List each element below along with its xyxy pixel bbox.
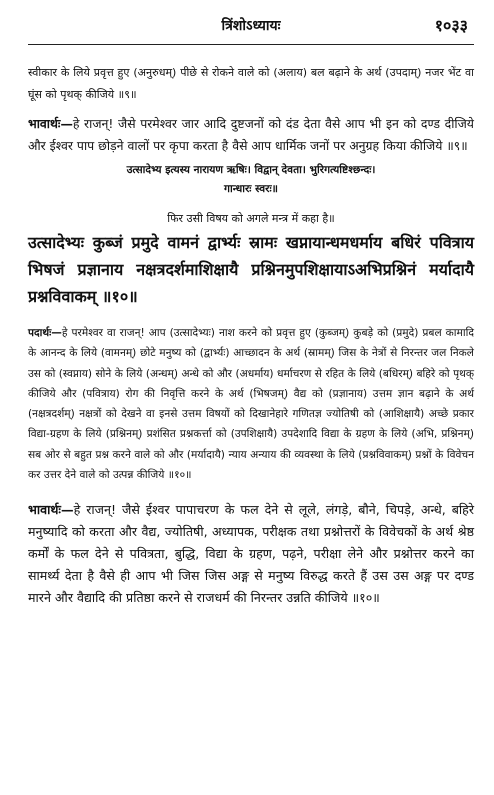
bhavartha-label: भावार्थः— — [28, 116, 73, 131]
mantra-intro: फिर उसी विषय को अगले मन्त्र में कहा है॥ — [167, 212, 335, 225]
page-body — [28, 62, 474, 609]
padartha-text: हे परमेश्वर वा राजन्! आप (उत्सादेभ्यः) नाश करने को प्रवृत्त हुए (कुब्जम्) कुबड़े को (प्रमुदे) प्रबल कामादि के आनन्द के लिये (वामनम्) छोटे मनुष्य को (द्वार्भ्यः) आच्छादन के अर्थ (स्रामम्) जिस के नेत्रों से निरन्तर जल निकले उस को (स्वप्नाय) सोने के लिये (अन्धम्) अन्धे को और (अधर्माय) धर्माचरण से रहित के लिये (बधिरम्) बहिरे को पृथक् कीजिये और (पवित्राय) रोग की निवृत्ति करने के अर्थ (भिषजम्) वैद्य को (प्रज्ञानाय) उत्तम ज्ञान बढ़ाने के अर्थ (नक्षत्रदर्शम्) नक्षत्रों को देखने वा इनसे उत्तम विषयों को दिखानेहारे गणितज्ञ ज्योतिषी को (आशिक्षायै) अच्छे प्रकार विद्या-ग्रहण के लिये (प्रश्निनम्) प्रशंसित प्रश्नकर्त्ता को (उपशिक्षायै) उपदेशादि विद्या के ग्रहण के लिये (अभि, प्रश्निनम्) सब ओर से बहुत प्रश्न करने वाले को और (मर्यादायै) न्याय अन्याय की व्यवस्था के लिये (प्रश्नविवाकम्) प्रश्नों के विवेचन कर उत्तर देने वाले को उत्पन्न कीजिये ॥१०॥ — [28, 327, 474, 482]
mantra-metadata — [28, 161, 474, 199]
bhavartha-text: हे राजन्! जैसे ईश्वर पापाचरण के फल देने से लूले, लंगड़े, बौने, चिपड़े, अन्धे, बहिरे मनुष्यादि को करता और वैद्य, ज्योतिषी, अध्यापक, परीक्षक तथा प्रश्नोत्तरों के विवेचकों के अर्थ श्रेष्ठ कर्मों के फल देने से पवित्रता, बुद्धि, विद्या के ग्रहण, पढ़ने, परीक्षा लेने और प्रश्नोत्तर करने का सामर्थ्य देता है वैसे ही आप भी जिस जिस अङ्ग से मनुष्य विरुद्ध करते हैं उस उस अङ्ग पर दण्ड मारने और वैद्यादि की प्रतिष्ठा करने से राजधर्म की निरन्तर उन्नति कीजिये ॥१०॥ — [28, 502, 474, 606]
padartha-10 — [28, 323, 474, 485]
mantra-10: उत्सादेभ्यः कुब्जं प्रमुदे वामनं द्वार्भ्यः स्रामः खप्नायान्धमधर्माय बधिरं पवित्राय भिषजं प्रज्ञानाय नक्षत्रदर्शमाशिक्षायै प्रश्निनमुपशिक्षायाऽअभिप्रश्निनं मर्यादायै प्रश्नविवाकम् ॥१०॥ — [28, 233, 474, 306]
chapter-title: त्रिंशोऽध्यायः — [221, 18, 281, 34]
rishi-devata-chhanda-line: उत्सादेभ्य इत्यस्य नारायण ऋषिः। विद्वान् देवता। भुरिगत्यष्टिश्छन्दः। — [126, 164, 376, 176]
bhavartha-label: भावार्थः— — [28, 502, 74, 518]
bhavartha-text: हे राजन्! जैसे परमेश्वर जार आदि दुष्टजनों को दंड देता वैसे आप भी इन को दण्ड दीजिये और ईश्वर पाप छोड़ने वालों पर कृपा करता है वैसे आप धार्मिक जनों पर अनुग्रह किया कीजिये ॥९॥ — [28, 116, 474, 153]
padartha-label: पदार्थः— — [28, 327, 62, 339]
header-rule — [28, 44, 474, 45]
svara-line: गान्धारः स्वरः॥ — [224, 183, 278, 195]
previous-padartha-continuation: स्वीकार के लिये प्रवृत्त हुए (अनुरुधम्) पीछे से रोकने वाले को (अलाय) बल बढ़ाने के अर्थ (उपदाम्) नजर भेंट वा घूंस को पृथक् कीजिये ॥९॥ — [28, 66, 474, 101]
bhavartha-9 — [28, 113, 474, 156]
page-number: १०३३ — [434, 16, 468, 35]
page-header — [28, 8, 474, 44]
bhavartha-10 — [28, 499, 474, 609]
